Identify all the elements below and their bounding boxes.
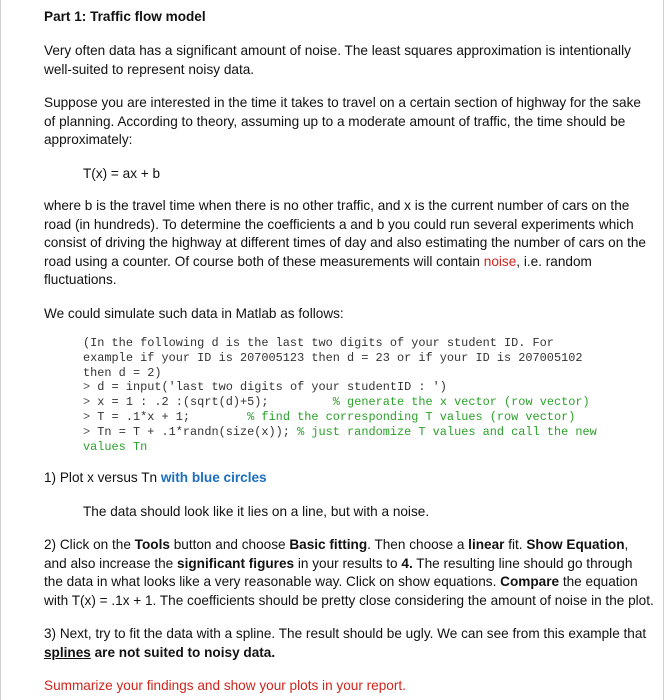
matlab-code-block bbox=[83, 336, 653, 454]
step-2: 2) Click on the Tools button and choose Basic fitting. Then choose a linear fit. Show Equation, and also increase the significant figures in your results to 4. The resulting line should go through the data in what looks like a very reasonable way. Click on show equations. Compare the equation with T(x) = .1x + 1. The coefficients should be pretty close considering the amount of noise in the plot. bbox=[44, 537, 654, 608]
step-1-text: 1) Plot x versus Tn bbox=[44, 470, 161, 485]
code-line-tn: > Tn = T + .1*randn(size(x)); % just randomize T values and call the new bbox=[83, 424, 597, 439]
show-equation-term: Show Equation bbox=[526, 537, 625, 552]
explanation-paragraph bbox=[44, 197, 654, 290]
linear-term: linear bbox=[468, 537, 505, 552]
code-line-x: > x = 1 : .2 :(sqrt(d)+5); % generate the x vector (row vector) bbox=[83, 395, 590, 410]
tools-term: Tools bbox=[134, 537, 170, 552]
noise-highlight: noise bbox=[483, 253, 517, 269]
part-title: Part 1: Traffic flow model bbox=[44, 9, 206, 24]
code-comment: % find the corresponding T values (row vector) bbox=[247, 409, 576, 424]
code-note-line: example if your ID is 207005123 then d = 23 or if your ID is 207005102 bbox=[83, 350, 583, 365]
summary-instruction: Summarize your findings and show your plots in your report. bbox=[44, 678, 406, 693]
prompt-glyph: > bbox=[83, 424, 91, 439]
code-comment-wrap: values Tn bbox=[83, 439, 148, 454]
explanation-text: where b is the travel time when there is no other traffic, and x is the current number of cars on the road (in hundreds). To determine the coefficients a and b you could run several experiments which consist of driving the highway at different times of day and also estimating the number of cars on the road using a counter. Of course both of these measurements will contain bbox=[44, 198, 646, 269]
code-line-d: > d = input('last two digits of your studentID : ') bbox=[83, 380, 447, 395]
step-1-highlight: with blue circles bbox=[160, 470, 267, 485]
equation: T(x) = ax + b bbox=[83, 166, 161, 181]
explanation-tail: , i.e. random fluctuations. bbox=[44, 253, 592, 287]
code-note-line: then d = 2) bbox=[83, 365, 162, 380]
simulate-intro: We could simulate such data in Matlab as follows: bbox=[44, 306, 344, 321]
splines-term: splines bbox=[44, 644, 91, 660]
compare-term: Compare bbox=[500, 574, 560, 589]
significant-figures-term: significant figures bbox=[177, 555, 295, 571]
step-3: 3) Next, try to fit the data with a spline. The result should be ugly. We can see from this example that splines are not suited to noisy data. bbox=[44, 626, 647, 660]
step-3-bold: are not suited to noisy data. bbox=[90, 644, 276, 660]
step-1 bbox=[44, 469, 654, 488]
intro-paragraph: Very often data has a significant amount of noise. The least squares approximation is intentionally well-suited to represent noisy data. bbox=[44, 43, 631, 77]
code-line-t: > T = .1*x + 1; % find the corresponding T values (row vector) bbox=[83, 409, 576, 424]
code-comment: % just randomize T values and call the new bbox=[297, 424, 597, 439]
prompt-glyph: > bbox=[83, 395, 91, 410]
prompt-glyph: > bbox=[83, 409, 91, 424]
step-1-note: The data should look like it lies on a line, but with a noise. bbox=[83, 504, 430, 519]
basic-fitting-term: Basic fitting bbox=[289, 537, 368, 552]
prompt-glyph: > bbox=[83, 380, 91, 395]
four-term: 4. bbox=[401, 555, 413, 571]
code-comment: % generate the x vector (row vector) bbox=[332, 395, 590, 410]
code-note-line: (In the following d is the last two digits of your student ID. For bbox=[83, 336, 554, 350]
scenario-paragraph: Suppose you are interested in the time it takes to travel on a certain section of highway for the sake of planning. According to theory, assuming up to a moderate amount of traffic, the time should be approximately: bbox=[44, 95, 641, 147]
